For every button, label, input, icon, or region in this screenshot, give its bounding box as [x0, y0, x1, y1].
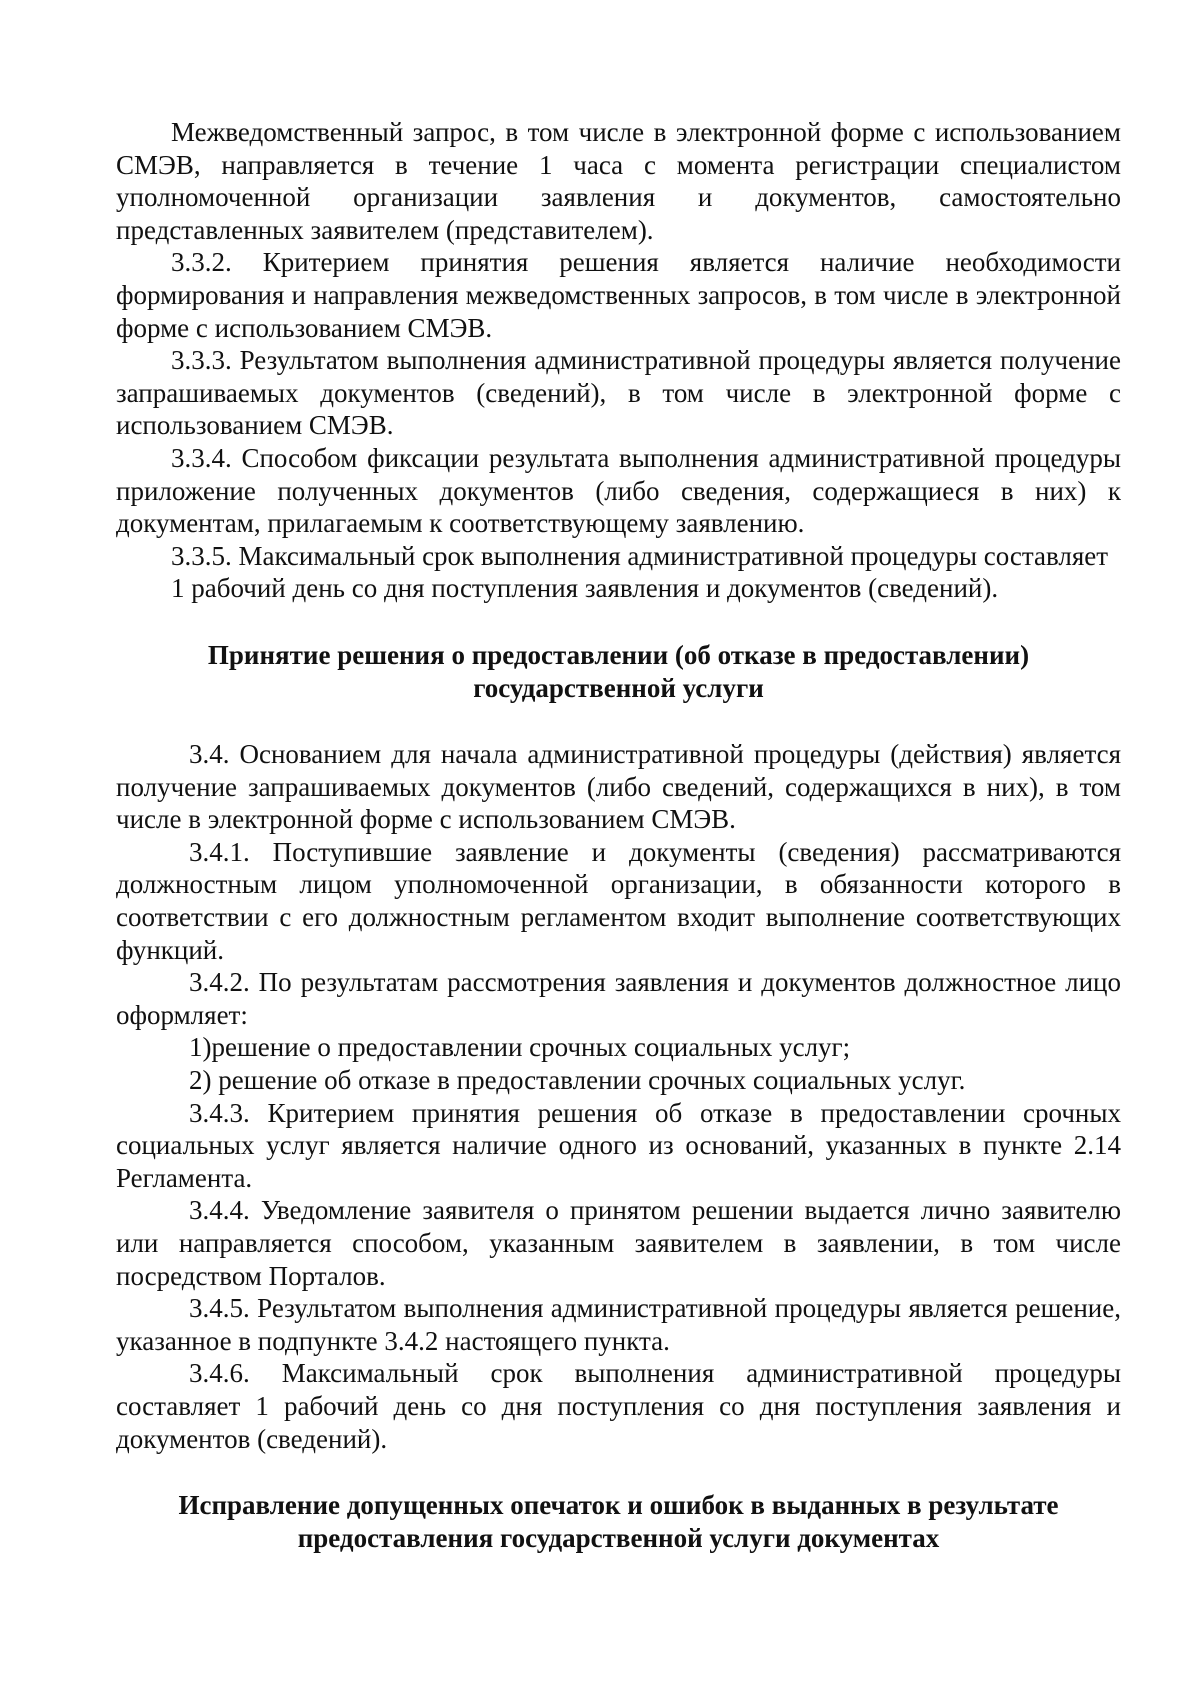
- paragraph-3-4-6: 3.4.6. Максимальный срок выполнения административной процедуры составляет 1 рабочий день со дня поступления со дня поступления заявления и документов (сведений).: [116, 1358, 1121, 1454]
- paragraph-3-3-5: 3.3.5. Максимальный срок выполнения административной процедуры составляет: [171, 540, 1109, 571]
- paragraph-interagency-request: Межведомственный запрос, в том числе в электронной форме с использованием СМЭВ, направляется в течение 1 часа с момента регистрации специалистом уполномоченной организации заявления и документов, самостоятельно представленных заявителем (представителем).: [116, 117, 1121, 245]
- paragraph-3-4: 3.4. Основанием для начала административной процедуры (действия) является получение запрашиваемых документов (либо сведений, содержащихся в них), в том числе в электронной форме с использованием СМЭВ.: [116, 739, 1121, 835]
- section-heading-decision-line1: Принятие решения о предоставлении (об отказе в предоставлении): [207, 639, 1030, 670]
- document-page: [116, 116, 1121, 1554]
- paragraph-3-4-3: 3.4.3. Критерием принятия решения об отказе в предоставлении срочных социальных услуг является наличие одного из оснований, указанных в пункте 2.14 Регламента.: [116, 1097, 1121, 1193]
- section-heading-corrections: [116, 1489, 1121, 1554]
- paragraph-3-4-4: 3.4.4. Уведомление заявителя о принятом решении выдается лично заявителю или направляется способом, указанным заявителем в заявлении, в том числе посредством Порталов.: [116, 1195, 1121, 1291]
- paragraph-3-3-4: 3.3.4. Способом фиксации результата выполнения административной процедуры приложение полученных документов (либо сведения, содержащиеся в них) к документам, прилагаемым к соответствующему заявлению.: [116, 442, 1121, 539]
- list-item-decision-refusal: 2) решение об отказе в предоставлении срочных социальных услуг.: [189, 1065, 966, 1096]
- paragraph-3-3-5-term: 1 рабочий день со дня поступления заявления и документов (сведений).: [171, 573, 999, 604]
- paragraph-3-3-3: 3.3.3. Результатом выполнения административной процедуры является получение запрашиваемых документов (сведений), в том числе в электронной форме с использованием СМЭВ.: [116, 345, 1121, 441]
- section-heading-corrections-line2: предоставления государственной услуги документах: [297, 1522, 940, 1553]
- paragraph-3-4-2: 3.4.2. По результатам рассмотрения заявления и документов должностное лицо оформляет:: [116, 967, 1121, 1030]
- section-heading-corrections-line1: Исправление допущенных опечаток и ошибок в выданных в результате: [178, 1490, 1059, 1521]
- paragraph-3-4-1: 3.4.1. Поступившие заявление и документы (сведения) рассматриваются должностным лицом уполномоченной организации, в обязанности которого в соответствии с его должностным регламентом входит выполнение соответствующих функций.: [116, 836, 1121, 965]
- section-heading-decision: [116, 639, 1121, 704]
- paragraph-3-3-2: 3.3.2. Критерием принятия решения является наличие необходимости формирования и направления межведомственных запросов, в том числе в электронной форме с использованием СМЭВ.: [116, 247, 1121, 343]
- paragraph-3-4-5: 3.4.5. Результатом выполнения административной процедуры является решение, указанное в подпункте 3.4.2 настоящего пункта.: [116, 1293, 1121, 1356]
- section-heading-decision-line2: государственной услуги: [473, 672, 764, 703]
- list-item-decision-grant: 1)решение о предоставлении срочных социальных услуг;: [189, 1032, 851, 1063]
